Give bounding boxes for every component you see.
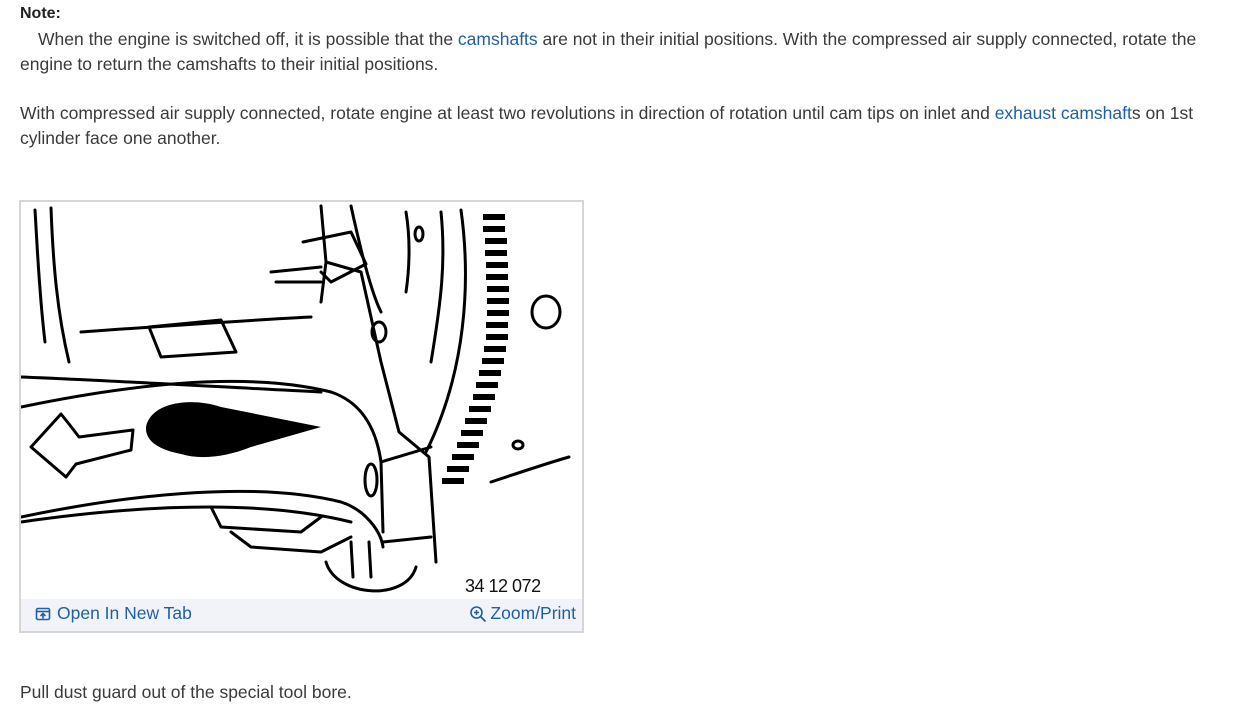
- paragraph-text: are not in their initial positions. With the compressed air supply connected, rotate the engine to return the camshafts to their initial positions.: [20, 29, 1197, 74]
- exhaust-camshaft-link[interactable]: exhaust camshaft: [994, 103, 1132, 123]
- zoom-print-button[interactable]: [469, 603, 576, 624]
- camshafts-link[interactable]: camshafts: [457, 29, 538, 49]
- paragraph-pull-dust-guard: Pull dust guard out of the special tool bore.: [20, 682, 352, 702]
- figure-action-bar: [21, 599, 582, 631]
- note-label: Note:: [20, 5, 61, 22]
- paragraph-text: When the engine is switched off, it is possible that the: [38, 29, 458, 49]
- paragraph-rotate-engine: [20, 101, 1225, 151]
- figure-camshaft-diagram: [19, 200, 584, 633]
- open-new-tab-icon: [35, 606, 51, 622]
- paragraph-text: s on 1st cylinder face one another.: [20, 103, 1194, 148]
- zoom-print-label: Zoom/Print: [490, 603, 576, 623]
- paragraph-text: With compressed air supply connected, rotate engine at least two revolutions in direction of rotation until cam tips on inlet and: [20, 103, 995, 123]
- figure-caption: 34 12 072: [465, 576, 541, 596]
- open-in-new-tab-label: Open In New Tab: [57, 603, 192, 623]
- paragraph-camshaft-positions: [20, 27, 1225, 77]
- zoom-in-icon: [469, 605, 487, 623]
- open-in-new-tab-button[interactable]: [35, 603, 192, 624]
- camshaft-diagram-image: [21, 202, 582, 599]
